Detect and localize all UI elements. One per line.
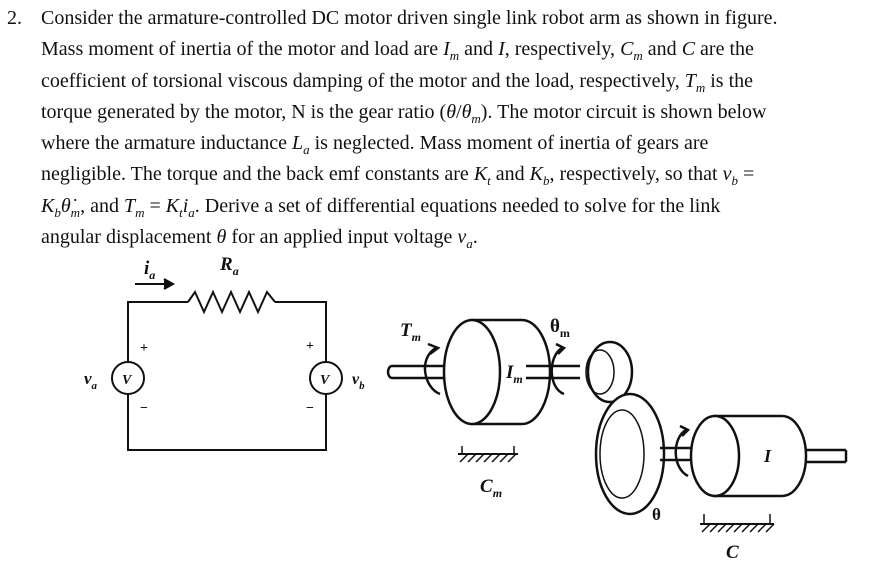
circuit-wire-top-left xyxy=(128,302,188,353)
text-line-6: negligible. The torque and the back emf constants are $K_t$ and $K_b$, respectively, so that $v_b$ = xyxy=(41,163,755,189)
text-line-8: angular displacement θ for an applied input voltage $v_a$. xyxy=(41,226,478,252)
motor-damping-label: $C_m$ xyxy=(480,476,503,500)
emf-plus: + xyxy=(306,339,314,354)
load-inertia-label: I xyxy=(764,446,772,466)
problem-text xyxy=(41,3,891,253)
resistor-label: $R_a$ xyxy=(220,254,239,278)
source-minus: − xyxy=(140,401,148,416)
motor-mechanism xyxy=(388,320,846,532)
armature-resistor xyxy=(188,292,275,312)
torque-arrow xyxy=(425,348,440,394)
motor-inertia-label: $I_m$ xyxy=(506,362,523,386)
emf-minus: − xyxy=(306,401,314,416)
text-line-5: where the armature inductance $L_a$ is neglected. Mass moment of inertia of gears are xyxy=(41,132,709,158)
torque-label: $T_m$ xyxy=(400,320,421,344)
text-line-1: Consider the armature-controlled DC motor driven single link robot arm as shown in figure. xyxy=(41,7,778,29)
text-line-2: Mass moment of inertia of the motor and load are $I_m$ and I, respectively, $C_m$ and C are the xyxy=(41,38,754,64)
motor-arm-figure xyxy=(40,248,880,560)
text-line-3: coefficient of torsional viscous damping of the motor and the load, respectively, $T_m$ is the xyxy=(41,69,754,95)
current-label: $i_a$ xyxy=(144,258,156,282)
circuit-wire-bottom xyxy=(128,398,326,450)
source-plus: + xyxy=(140,341,148,356)
output-shaft xyxy=(806,450,846,462)
text-line-4: torque generated by the motor, N is the gear ratio $(\theta/\theta_m)$. The motor circuit is shown below xyxy=(41,100,767,126)
problem-number: 2. xyxy=(7,7,22,29)
source-label: $v_a$ xyxy=(84,369,98,392)
load-angle-arrow xyxy=(676,430,688,476)
source-symbol: V xyxy=(122,373,132,388)
circuit-wire-top-right xyxy=(275,302,326,353)
emf-label: $v_b$ xyxy=(352,371,365,392)
emf-symbol: V xyxy=(320,373,330,388)
motor-angle-arrow xyxy=(552,348,564,394)
text-line-7: $K_b\thetȧ_m$, and $T_m = K_ti_a$. Derive a set of differential equations needed to solve for the link xyxy=(41,194,721,220)
load-damping-label: C xyxy=(726,542,739,560)
motor-angle-label: $\theta_m$ xyxy=(550,316,570,340)
armature-circuit xyxy=(112,279,342,450)
load-angle-label: θ xyxy=(652,505,661,524)
